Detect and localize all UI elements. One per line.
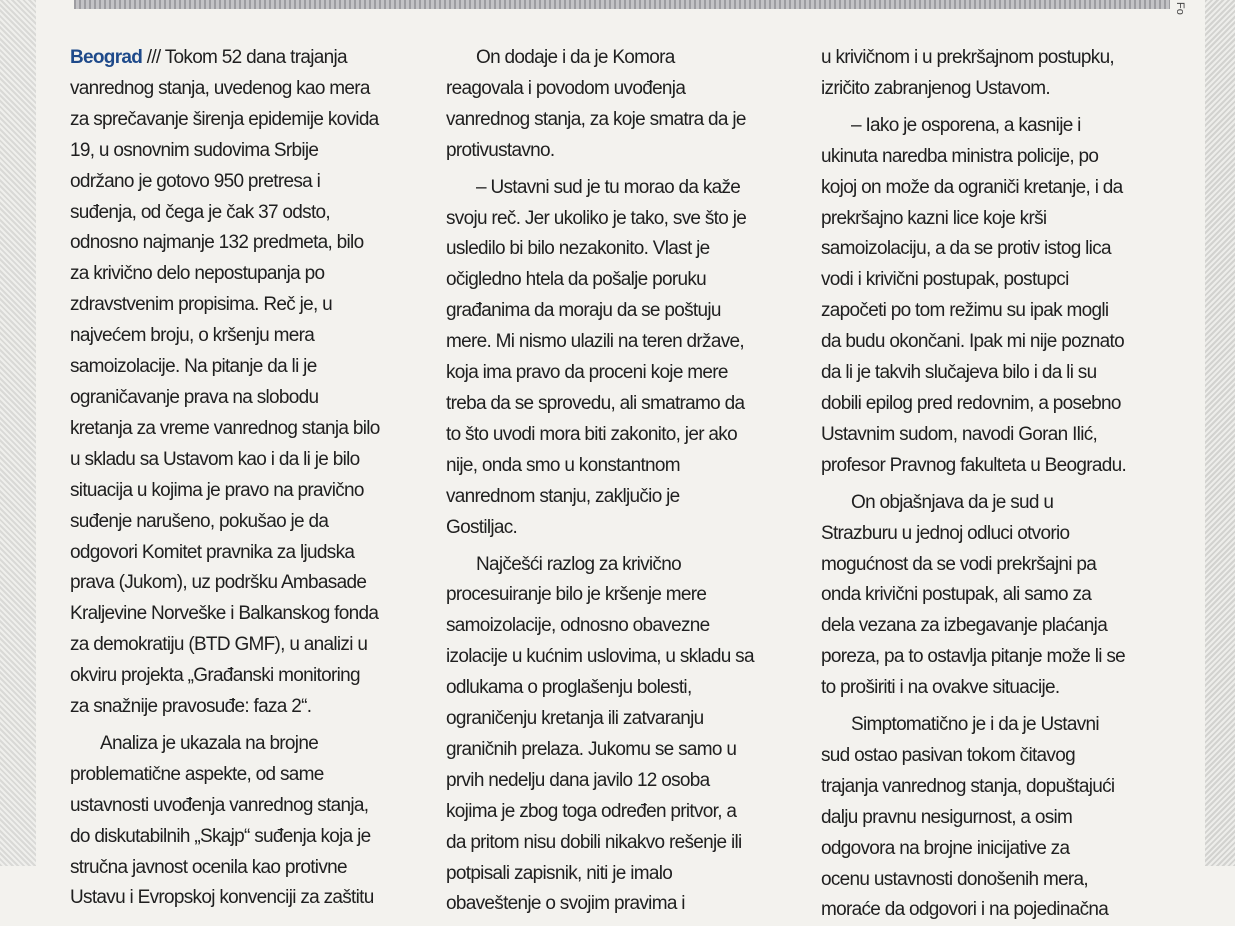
text-line-content: ukinuta naredba ministra policije, po xyxy=(821,145,1099,167)
text-line xyxy=(821,580,1166,611)
text-line xyxy=(821,43,1166,74)
text-line-content: do diskutabilnih „Skajp“ suđenja koja je xyxy=(70,825,371,847)
text-line xyxy=(70,198,415,229)
text-line xyxy=(70,822,415,853)
text-line xyxy=(821,204,1166,235)
text-line xyxy=(446,673,791,704)
text-line-content: Simptomatično je i da je Ustavni xyxy=(851,714,1099,736)
text-line-content: prekršajno kazni lice koje krši xyxy=(821,207,1047,229)
text-line xyxy=(70,692,415,723)
text-line xyxy=(70,43,415,74)
text-line xyxy=(821,519,1166,550)
text-line-content: za snažnije pravosuđe: faza 2“. xyxy=(70,696,312,718)
text-line-content: ograničavanje prava na slobodu xyxy=(70,386,319,408)
text-line-content: svoju reč. Jer ukoliko je tako, sve što je xyxy=(446,207,747,229)
article-column-1 xyxy=(70,43,415,909)
text-line-content: – Iako je osporena, a kasnije i xyxy=(851,114,1081,136)
text-line xyxy=(70,507,415,538)
text-line-content: Najčešći razlog za krivično xyxy=(476,553,681,575)
text-line xyxy=(70,568,415,599)
text-line-content: kojoj on može da ograniči kretanje, i da xyxy=(821,176,1123,198)
text-line-content: ocenu ustavnosti donošenih mera, xyxy=(821,868,1089,890)
text-line-content: mogućnost da se vodi prekršajni pa xyxy=(821,553,1097,575)
text-line-content: problematične aspekte, od same xyxy=(70,763,324,785)
text-line-content: dalju pravnu nesigurnost, a osim xyxy=(821,806,1073,828)
text-line xyxy=(70,760,415,791)
text-line-content: vanrednog stanja, uvedenog kao mera xyxy=(70,77,370,99)
text-line xyxy=(446,358,791,389)
text-line-content: samoizolacije. Na pitanje da li je xyxy=(70,356,317,378)
text-line xyxy=(446,420,791,451)
text-line-content: profesor Pravnog fakulteta u Beogradu. xyxy=(821,454,1127,476)
text-line xyxy=(446,265,791,296)
text-line xyxy=(446,889,791,920)
text-line xyxy=(70,167,415,198)
text-line-content: reagovala i povodom uvođenja xyxy=(446,77,686,99)
text-line xyxy=(446,859,791,890)
text-line-content: protivustavno. xyxy=(446,139,555,161)
text-line xyxy=(821,111,1166,142)
text-line xyxy=(446,482,791,513)
text-line-content: dobili epilog pred redovnim, a posebno xyxy=(821,392,1121,414)
text-line-content: u skladu sa Ustavom kao i da li je bilo xyxy=(70,448,360,470)
text-line-content: Strazburu u jednoj odluci otvorio xyxy=(821,522,1070,544)
text-line-content: ustavnosti uvođenja vanrednog stanja, xyxy=(70,794,369,816)
text-line-content: procesuiranje bilo je kršenje mere xyxy=(446,584,707,606)
text-line-content: da pritom nisu dobili nikakvo rešenje ili xyxy=(446,831,742,853)
text-line-content: odgovora na brojne inicijative za xyxy=(821,837,1070,859)
photo-credit: Fo xyxy=(1174,2,1186,15)
text-line xyxy=(821,834,1166,865)
text-line xyxy=(446,327,791,358)
text-line xyxy=(446,389,791,420)
text-line xyxy=(821,865,1166,896)
text-line xyxy=(821,389,1166,420)
text-line xyxy=(821,234,1166,265)
text-line xyxy=(70,74,415,105)
text-line xyxy=(821,358,1166,389)
dateline: Beograd xyxy=(70,47,143,68)
text-line-content: obaveštenje o svojim pravima i xyxy=(446,893,685,915)
text-line xyxy=(446,204,791,235)
article-column-2 xyxy=(446,43,791,915)
text-line-content: očigledno htela da pošalje poruku xyxy=(446,269,706,291)
text-line-content: suđenja, od čega je čak 37 odsto, xyxy=(70,201,330,223)
text-line-content: suđenje narušeno, pokušao je da xyxy=(70,510,329,532)
text-line xyxy=(446,766,791,797)
text-line xyxy=(70,321,415,352)
text-line-content: On objašnjava da je sud u xyxy=(851,491,1054,513)
text-line xyxy=(70,228,415,259)
text-line xyxy=(821,895,1166,926)
text-line xyxy=(70,290,415,321)
text-line-content: stručna javnost ocenila kao protivne xyxy=(70,856,347,878)
text-line-content: dela vezana za izbegavanje plaćanja xyxy=(821,615,1108,637)
text-line xyxy=(70,661,415,692)
text-line-content: poreza, pa to ostavlja pitanje može li se xyxy=(821,646,1125,668)
text-line-content: održano je gotovo 950 pretresa i xyxy=(70,170,321,192)
text-line-content: mere. Mi nismo ulazili na teren države, xyxy=(446,331,744,353)
text-line-content: za krivično delo nepostupanja po xyxy=(70,263,325,285)
text-line xyxy=(821,550,1166,581)
text-line xyxy=(70,352,415,383)
text-line-content: samoizolaciju, a da se protiv istog lica xyxy=(821,238,1111,260)
text-line-content: potpisali zapisnik, niti je imalo xyxy=(446,862,673,884)
text-line xyxy=(446,550,791,581)
text-line xyxy=(70,599,415,630)
text-line xyxy=(446,611,791,642)
text-line xyxy=(446,451,791,482)
text-line-content: odgovori Komitet pravnika za ljudska xyxy=(70,541,355,563)
text-line-content: u krivičnom i u prekršajnom postupku, xyxy=(821,47,1115,68)
text-line-content: Ustavu i Evropskoj konvenciji za zaštitu xyxy=(70,887,374,909)
text-line-content: za sprečavanje širenja epidemije kovida xyxy=(70,108,379,130)
text-line-content: najvećem broju, o kršenju mera xyxy=(70,325,315,347)
text-line xyxy=(821,642,1166,673)
text-line xyxy=(70,105,415,136)
text-line-content: usledilo bi bilo nezakonito. Vlast je xyxy=(446,238,710,260)
text-line-content: vanrednom stanju, zaključio je xyxy=(446,485,680,507)
text-line xyxy=(70,445,415,476)
text-line xyxy=(446,43,791,74)
text-line xyxy=(70,883,415,914)
text-line xyxy=(821,265,1166,296)
text-line xyxy=(70,729,415,760)
text-line-content: izolacije u kućnim uslovima, u skladu sa xyxy=(446,646,754,668)
text-line xyxy=(821,74,1166,105)
text-line xyxy=(446,105,791,136)
text-line xyxy=(446,642,791,673)
text-line-content: građanima da moraju da se poštuju xyxy=(446,300,721,322)
text-line xyxy=(821,327,1166,358)
text-line xyxy=(446,234,791,265)
text-line-content: to proširiti i na ovakve situacije. xyxy=(821,677,1060,699)
text-line xyxy=(821,611,1166,642)
text-line-content: zdravstvenim propisima. Reč je, u xyxy=(70,294,333,316)
text-line-content: da budu okončani. Ipak mi nije poznato xyxy=(821,331,1124,353)
text-line xyxy=(70,791,415,822)
text-line-content: moraće da odgovori i na pojedinačna xyxy=(821,899,1109,921)
text-line-content: prvih nedelju dana javilo 12 osoba xyxy=(446,769,710,791)
text-line xyxy=(446,704,791,735)
text-line-content: situacija u kojima je pravo na pravično xyxy=(70,479,364,501)
text-line-content: 19, u osnovnim sudovima Srbije xyxy=(70,139,319,161)
text-line xyxy=(821,741,1166,772)
text-line xyxy=(446,296,791,327)
text-line xyxy=(446,136,791,167)
text-line xyxy=(821,803,1166,834)
text-line xyxy=(446,74,791,105)
text-line xyxy=(446,735,791,766)
text-line-content: za demokratiju (BTD GMF), u analizi u xyxy=(70,634,368,656)
text-line xyxy=(821,420,1166,451)
text-line xyxy=(70,383,415,414)
text-line-content: Gostiljac. xyxy=(446,516,518,538)
text-line-content: treba da se sprovedu, ali smatramo da xyxy=(446,392,745,414)
text-line xyxy=(821,296,1166,327)
text-line-content: ograničenju kretanja ili zatvaranju xyxy=(446,708,704,730)
text-line-content: vodi i krivični postupak, postupci xyxy=(821,269,1069,291)
text-line-content: koja ima pravo da proceni koje mere xyxy=(446,362,728,384)
text-line-content: Analiza je ukazala na brojne xyxy=(100,732,319,754)
text-line xyxy=(446,580,791,611)
text-line xyxy=(821,142,1166,173)
text-line xyxy=(70,136,415,167)
text-line xyxy=(821,673,1166,704)
text-line-content: kretanja za vreme vanrednog stanja bilo xyxy=(70,417,380,439)
text-line-content: kojima je zbog toga određen pritvor, a xyxy=(446,800,737,822)
text-line-content: okviru projekta „Građanski monitoring xyxy=(70,665,360,687)
text-line xyxy=(70,853,415,884)
text-line-content: vanrednog stanja, za koje smatra da je xyxy=(446,108,746,130)
text-line-content: sud ostao pasivan tokom čitavog xyxy=(821,744,1075,766)
text-line-content: trajanja vanrednog stanja, dopuštajući xyxy=(821,775,1115,797)
text-line xyxy=(821,451,1166,482)
text-line-content: izričito zabranjenog Ustavom. xyxy=(821,77,1050,99)
text-line-content: odlukama o proglašenju bolesti, xyxy=(446,677,692,699)
text-line-content: odnosno najmanje 132 predmeta, bilo xyxy=(70,232,364,254)
article-column-3 xyxy=(821,43,1166,921)
text-line-content: to što uvodi mora biti zakonito, jer ako xyxy=(446,423,737,445)
text-line-content: samoizolacije, odnosno obavezne xyxy=(446,615,710,637)
text-line-content: da li je takvih slučajeva bilo i da li su xyxy=(821,362,1097,384)
text-line-content: graničnih prelaza. Jukomu se samo u xyxy=(446,738,737,760)
text-line xyxy=(446,828,791,859)
text-line xyxy=(821,772,1166,803)
text-line xyxy=(70,630,415,661)
text-line-content: prava (Jukom), uz podršku Ambasade xyxy=(70,572,367,594)
text-line xyxy=(446,797,791,828)
text-line-content: započeti po tom režimu su ipak mogli xyxy=(821,300,1109,322)
text-line-content: nije, onda smo u konstantnom xyxy=(446,454,680,476)
text-line-content: – Ustavni sud je tu morao da kaže xyxy=(476,176,741,198)
text-line xyxy=(70,476,415,507)
text-line-content: On dodaje i da je Komora xyxy=(476,47,675,68)
text-line xyxy=(446,173,791,204)
text-line-content: Kraljevine Norveške i Balkanskog fonda xyxy=(70,603,379,625)
text-line xyxy=(821,710,1166,741)
text-line xyxy=(821,173,1166,204)
text-line-content: /// Tokom 52 dana trajanja xyxy=(142,47,347,68)
text-line xyxy=(70,259,415,290)
text-line xyxy=(446,513,791,544)
text-line xyxy=(70,538,415,569)
text-line xyxy=(70,414,415,445)
text-line xyxy=(821,488,1166,519)
text-line-content: onda krivični postupak, ali samo za xyxy=(821,584,1092,606)
text-line-content: Ustavnim sudom, navodi Goran Ilić, xyxy=(821,423,1098,445)
